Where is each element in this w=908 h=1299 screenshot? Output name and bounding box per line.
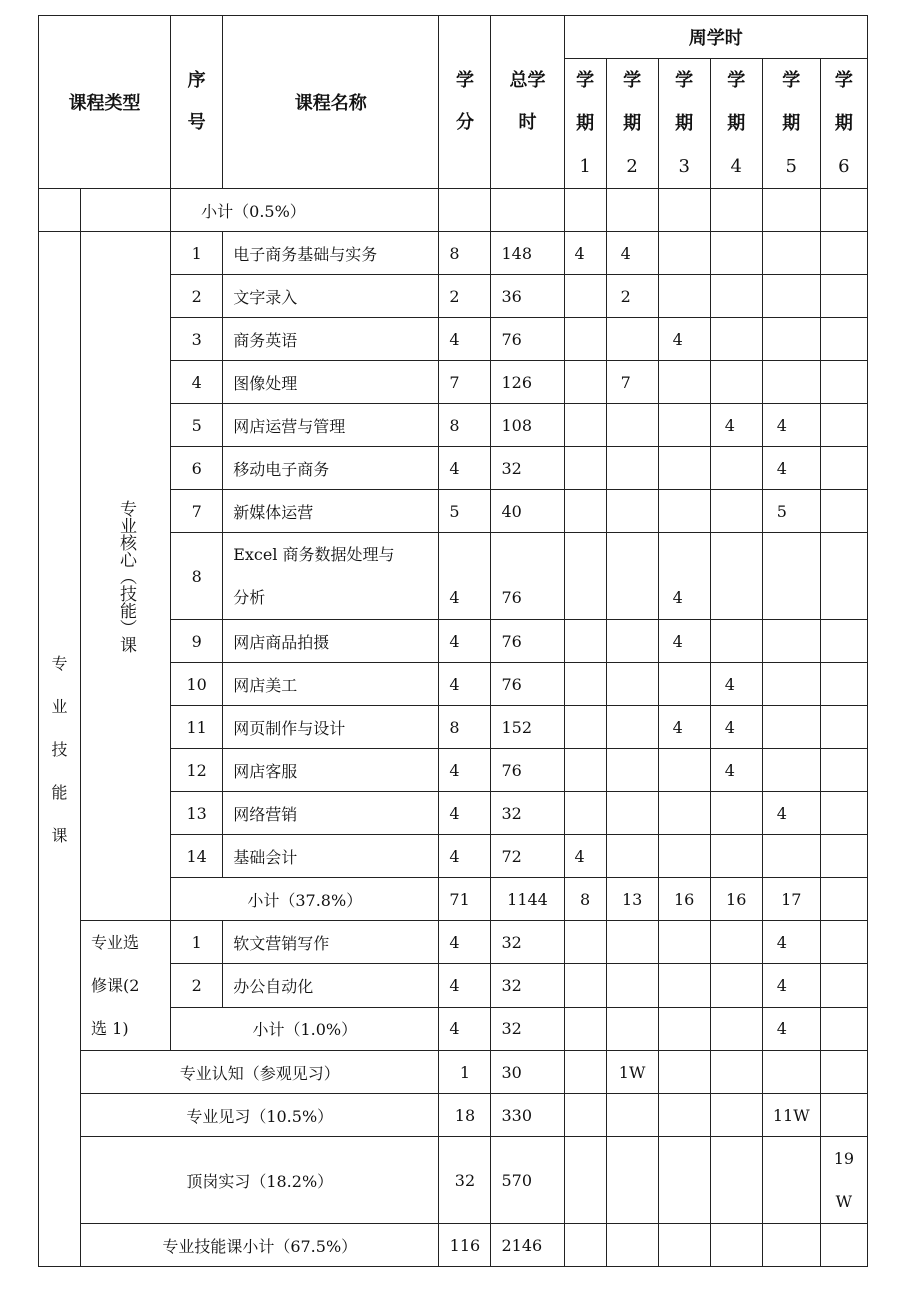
course-hours: 76 [491,318,564,361]
extra-row-term-3 [658,1224,710,1267]
course-term-1 [564,749,606,792]
course-term-6 [820,749,867,792]
extra-row-term-3 [658,1051,710,1094]
course-term-6 [820,361,867,404]
course-term-2 [606,620,658,663]
extra-row-term-1 [564,1094,606,1137]
elective-label-cell: 专业选 修课(2 选 1) [81,921,171,1051]
course-seq: 14 [171,835,223,878]
header-total-hours: 总学 时 [491,16,564,189]
course-term-6 [820,620,867,663]
course-term-2: 7 [606,361,658,404]
core-subtotal-term-5: 17 [762,878,820,921]
elective-term-3 [658,921,710,964]
extra-row-credit: 18 [439,1094,491,1137]
course-term-4: 4 [710,663,762,706]
elective-seq: 1 [171,921,223,964]
course-term-1 [564,447,606,490]
course-term-1: 4 [564,835,606,878]
extra-row-term-2: 1W [606,1051,658,1094]
course-term-4 [710,361,762,404]
elective-subtotal-term-1 [564,1007,606,1050]
course-credit: 8 [439,232,491,275]
course-term-2 [606,490,658,533]
course-term-5 [762,706,820,749]
extra-row-hours: 2146 [491,1224,564,1267]
extra-row-term-6: 19 W [820,1137,867,1224]
course-term-6 [820,232,867,275]
header-term-3: 学 期 3 [658,59,710,189]
course-term-5 [762,620,820,663]
extra-row-term-4 [710,1137,762,1224]
extra-row-term-4 [710,1224,762,1267]
extra-row-term-1 [564,1224,606,1267]
extra-row-credit: 32 [439,1137,491,1224]
course-hours: 76 [491,749,564,792]
course-term-6 [820,490,867,533]
course-term-1 [564,620,606,663]
course-credit: 4 [439,792,491,835]
course-credit: 4 [439,663,491,706]
course-seq: 9 [171,620,223,663]
course-term-1: 4 [564,232,606,275]
extra-row-hours: 330 [491,1094,564,1137]
extra-row-term-5 [762,1051,820,1094]
course-name: 基础会计 [223,835,439,878]
group-label-cell: 专 业 技 能 课 [39,232,81,1267]
course-name: 网店运营与管理 [223,404,439,447]
elective-subtotal-credit: 4 [439,1007,491,1050]
elective-term-1 [564,964,606,1007]
core-subtotal-term-2: 13 [606,878,658,921]
extra-row-hours: 570 [491,1137,564,1224]
core-subtotal-hours: 1144 [491,878,564,921]
course-name: 图像处理 [223,361,439,404]
extra-row-term-3 [658,1137,710,1224]
course-hours: 76 [491,663,564,706]
extra-row-label: 顶岗实习（18.2%） [81,1137,439,1224]
course-name: 电子商务基础与实务 [223,232,439,275]
course-seq: 11 [171,706,223,749]
header-course-name: 课程名称 [223,16,439,189]
course-seq: 3 [171,318,223,361]
elective-subtotal-term-6 [820,1007,867,1050]
extra-row-label: 专业见习（10.5%） [81,1094,439,1137]
course-credit: 4 [439,318,491,361]
curriculum-table [38,15,868,1267]
top-subtotal-label: 小计（0.5%） [171,189,439,232]
elective-term-4 [710,921,762,964]
header-term-1: 学 期 1 [564,59,606,189]
elective-hours: 32 [491,964,564,1007]
course-hours: 108 [491,404,564,447]
core-subtotal-label: 小计（37.8%） [171,878,439,921]
course-term-3 [658,490,710,533]
elective-term-4 [710,964,762,1007]
course-term-3: 4 [658,533,710,620]
header-course-type: 课程类型 [39,16,171,189]
course-term-3 [658,404,710,447]
elective-term-5: 4 [762,964,820,1007]
course-credit: 4 [439,533,491,620]
course-seq: 1 [171,232,223,275]
course-term-2 [606,318,658,361]
header-term-6: 学 期 6 [820,59,867,189]
header-weekly-hours: 周学时 [564,16,867,59]
extra-row-term-6 [820,1094,867,1137]
core-label: 专业核心（技能）课 [115,499,136,653]
header-term-4: 学 期 4 [710,59,762,189]
elective-term-5: 4 [762,921,820,964]
course-credit: 7 [439,361,491,404]
course-term-5: 4 [762,447,820,490]
course-hours: 148 [491,232,564,275]
course-credit: 5 [439,490,491,533]
course-term-5 [762,749,820,792]
course-term-2 [606,533,658,620]
course-term-6 [820,275,867,318]
extra-row-credit: 116 [439,1224,491,1267]
course-term-5 [762,275,820,318]
course-term-2 [606,404,658,447]
course-term-1 [564,663,606,706]
course-term-5 [762,318,820,361]
elective-credit: 4 [439,964,491,1007]
header-term-5: 学 期 5 [762,59,820,189]
elective-term-3 [658,964,710,1007]
course-credit: 4 [439,620,491,663]
course-hours: 32 [491,447,564,490]
elective-term-6 [820,921,867,964]
extra-row-term-6 [820,1224,867,1267]
course-term-6 [820,533,867,620]
course-term-3 [658,835,710,878]
extra-row-term-5 [762,1137,820,1224]
core-subtotal-term-3: 16 [658,878,710,921]
course-term-6 [820,404,867,447]
course-term-6 [820,835,867,878]
course-term-3: 4 [658,706,710,749]
course-term-5: 5 [762,490,820,533]
course-term-1 [564,792,606,835]
elective-credit: 4 [439,921,491,964]
course-term-4 [710,275,762,318]
course-term-6 [820,792,867,835]
elective-term-2 [606,921,658,964]
course-seq: 10 [171,663,223,706]
course-hours: 36 [491,275,564,318]
course-hours: 152 [491,706,564,749]
extra-row-hours: 30 [491,1051,564,1094]
course-term-2 [606,706,658,749]
course-term-6 [820,706,867,749]
course-term-6 [820,447,867,490]
course-seq: 8 [171,533,223,620]
course-term-4 [710,533,762,620]
elective-term-6 [820,964,867,1007]
core-subtotal-credit: 71 [439,878,491,921]
course-name: 网络营销 [223,792,439,835]
course-credit: 8 [439,706,491,749]
course-term-5 [762,835,820,878]
course-hours: 40 [491,490,564,533]
course-term-6 [820,663,867,706]
course-seq: 12 [171,749,223,792]
course-term-2: 4 [606,232,658,275]
extra-row-label: 专业技能课小计（67.5%） [81,1224,439,1267]
course-term-5 [762,361,820,404]
course-term-4 [710,835,762,878]
extra-row-term-4 [710,1051,762,1094]
elective-name: 办公自动化 [223,964,439,1007]
course-seq: 13 [171,792,223,835]
extra-row-term-1 [564,1137,606,1224]
core-subtotal-term-1: 8 [564,878,606,921]
course-seq: 4 [171,361,223,404]
course-name: 网页制作与设计 [223,706,439,749]
extra-row-term-4 [710,1094,762,1137]
course-term-2 [606,447,658,490]
elective-term-1 [564,921,606,964]
extra-row-term-6 [820,1051,867,1094]
course-term-1 [564,275,606,318]
course-term-2 [606,835,658,878]
course-term-1 [564,490,606,533]
course-name: 网店客服 [223,749,439,792]
course-term-2 [606,663,658,706]
course-seq: 6 [171,447,223,490]
elective-subtotal-term-5: 4 [762,1007,820,1050]
course-term-4 [710,318,762,361]
course-term-4 [710,232,762,275]
course-term-3 [658,232,710,275]
extra-row-term-1 [564,1051,606,1094]
course-name: 文字录入 [223,275,439,318]
core-label-cell [81,232,171,921]
elective-subtotal-label: 小计（1.0%） [171,1007,439,1050]
extra-row-term-5: 11W [762,1094,820,1137]
core-subtotal-term-4: 16 [710,878,762,921]
course-term-3: 4 [658,620,710,663]
course-term-1 [564,404,606,447]
core-subtotal-term-6 [820,878,867,921]
elective-subtotal-hours: 32 [491,1007,564,1050]
extra-row-term-3 [658,1094,710,1137]
extra-row-term-2 [606,1094,658,1137]
course-credit: 4 [439,749,491,792]
extra-row-label: 专业认知（参观见习） [81,1051,439,1094]
extra-row-term-2 [606,1224,658,1267]
course-hours: 76 [491,620,564,663]
extra-row-term-2 [606,1137,658,1224]
course-hours: 126 [491,361,564,404]
elective-subtotal-term-2 [606,1007,658,1050]
extra-row-term-5 [762,1224,820,1267]
course-term-3 [658,275,710,318]
course-term-3 [658,792,710,835]
elective-hours: 32 [491,921,564,964]
course-term-3 [658,749,710,792]
course-term-2: 2 [606,275,658,318]
elective-name: 软文营销写作 [223,921,439,964]
course-term-1 [564,318,606,361]
course-term-4 [710,447,762,490]
course-credit: 4 [439,835,491,878]
course-name: 移动电子商务 [223,447,439,490]
course-name: Excel 商务数据处理与 分析 [223,533,439,620]
course-seq: 5 [171,404,223,447]
course-term-3 [658,663,710,706]
course-term-2 [606,749,658,792]
course-term-4: 4 [710,404,762,447]
header-term-2: 学 期 2 [606,59,658,189]
elective-subtotal-term-3 [658,1007,710,1050]
course-term-4 [710,620,762,663]
course-name: 网店美工 [223,663,439,706]
course-term-3 [658,447,710,490]
course-hours: 32 [491,792,564,835]
course-credit: 2 [439,275,491,318]
course-hours: 76 [491,533,564,620]
course-credit: 4 [439,447,491,490]
course-term-5 [762,663,820,706]
course-name: 新媒体运营 [223,490,439,533]
course-term-1 [564,533,606,620]
elective-subtotal-term-4 [710,1007,762,1050]
course-seq: 7 [171,490,223,533]
course-term-5 [762,533,820,620]
extra-row-credit: 1 [439,1051,491,1094]
course-term-4 [710,792,762,835]
elective-seq: 2 [171,964,223,1007]
course-term-3 [658,361,710,404]
header-credit: 学 分 [439,16,491,189]
course-term-3: 4 [658,318,710,361]
course-term-2 [606,792,658,835]
course-term-4: 4 [710,749,762,792]
course-name: 商务英语 [223,318,439,361]
course-seq: 2 [171,275,223,318]
course-credit: 8 [439,404,491,447]
course-term-5: 4 [762,404,820,447]
course-term-5 [762,232,820,275]
course-term-1 [564,361,606,404]
course-hours: 72 [491,835,564,878]
course-term-5: 4 [762,792,820,835]
course-name: 网店商品拍摄 [223,620,439,663]
course-term-4 [710,490,762,533]
elective-term-2 [606,964,658,1007]
header-seq: 序 号 [171,16,223,189]
course-term-1 [564,706,606,749]
course-term-4: 4 [710,706,762,749]
course-term-6 [820,318,867,361]
